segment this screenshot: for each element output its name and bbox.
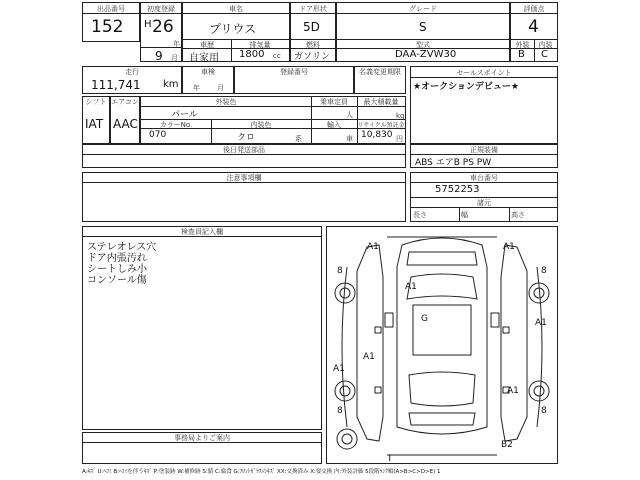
parts-label: 後日発送部品 bbox=[223, 146, 265, 154]
fuel-label: 燃料 bbox=[306, 41, 320, 49]
reg-year: 26 bbox=[152, 17, 174, 37]
inspector-note: ステレオレス穴 bbox=[87, 242, 157, 253]
color-block bbox=[140, 96, 406, 144]
divider bbox=[411, 207, 557, 208]
model-label: 型式 bbox=[416, 41, 430, 49]
door-label: ドア形状 bbox=[299, 5, 327, 13]
grade: S bbox=[419, 20, 427, 34]
divider bbox=[83, 154, 405, 155]
divider bbox=[83, 442, 321, 443]
int-label: 内装 bbox=[538, 41, 553, 49]
color-no-label: カラーNo. bbox=[159, 121, 193, 129]
divider bbox=[183, 13, 289, 14]
tire-tread-rr: 8 bbox=[541, 406, 547, 416]
inspection-label: 車検 bbox=[201, 68, 215, 76]
parts-box bbox=[82, 144, 406, 168]
sales-point-label: セールスポイント bbox=[456, 69, 512, 77]
score-cell bbox=[510, 2, 558, 62]
divider bbox=[141, 47, 181, 48]
cc-label: 排気量 bbox=[249, 41, 271, 49]
registration-cell bbox=[234, 66, 354, 94]
recycle-fee: 10,830 bbox=[361, 130, 393, 140]
mark-b2-rear: B2 bbox=[501, 440, 513, 450]
office-label: 事務局よりご案内 bbox=[174, 434, 230, 442]
inspection-month-suffix: 月 bbox=[217, 84, 224, 92]
name-change-label: 名義変更期限 bbox=[359, 68, 401, 76]
import-unit: 車 bbox=[346, 135, 353, 143]
divider bbox=[411, 77, 557, 78]
load-label: 最大積載量 bbox=[363, 98, 399, 106]
exterior-color: パール bbox=[171, 110, 198, 120]
registration-label: 登録番号 bbox=[280, 68, 308, 76]
equipment-label: 正規装備 bbox=[470, 146, 498, 154]
shift-cell bbox=[82, 96, 110, 144]
mark-a1-left-door: A1 bbox=[363, 352, 375, 362]
sales-point-box bbox=[410, 66, 558, 144]
usage-label: 車歴 bbox=[200, 41, 214, 49]
car-name-label: 車名 bbox=[229, 5, 243, 13]
divider bbox=[337, 13, 509, 14]
divider bbox=[83, 13, 139, 14]
shift: IAT bbox=[85, 117, 104, 131]
score: 4 bbox=[528, 17, 539, 37]
first-reg-label: 初度登録 bbox=[147, 5, 175, 13]
mileage-label: 走行 bbox=[125, 68, 139, 76]
air-conditioner: AAC bbox=[113, 117, 138, 131]
capacity-label: 乗車定員 bbox=[320, 98, 348, 106]
car-name-cell bbox=[182, 2, 290, 62]
interior-color: クロ bbox=[237, 133, 256, 143]
interior-unit: 系 bbox=[295, 135, 302, 143]
dims-label: 諸元 bbox=[477, 199, 491, 207]
chassis-number: 5752253 bbox=[435, 184, 480, 195]
displacement: 1800 bbox=[239, 49, 265, 60]
inspector-note: ドア内張汚れ bbox=[87, 253, 147, 264]
mark-t: T bbox=[387, 454, 393, 463]
import-label: 輸入 bbox=[327, 121, 341, 129]
mark-a1-hood: A1 bbox=[405, 282, 417, 292]
chassis-box bbox=[410, 172, 558, 222]
inspector-note: シートしみ小 bbox=[87, 264, 147, 275]
divider bbox=[141, 13, 181, 14]
year-suffix: 年 bbox=[173, 40, 180, 48]
mileage-unit: km bbox=[163, 79, 179, 90]
car-name: プリウス bbox=[209, 22, 257, 36]
divider bbox=[509, 207, 510, 221]
lot-label: 出品番号 bbox=[97, 5, 125, 13]
interior-label: 内装色 bbox=[250, 121, 272, 129]
inspector-note: コンソール傷 bbox=[87, 275, 147, 286]
mark-a1-left-rear: A1 bbox=[333, 364, 345, 374]
damage-legend: A:ｷｽﾞ U:ﾍｺﾐ B:ﾍｺﾐを伴うｷｽﾞ P:塗装跡 W:補修跡 S:錆 C:腐食 G:ﾌﾛﾝﾄｶﾞﾗｽのｷｽﾞ XX:交換済み X:要交換 内:外装評価 5段階ﾗﾝｸ順(A>B>C>D>E) 1 bbox=[82, 469, 441, 475]
mark-g-windshield: G bbox=[421, 314, 428, 324]
ext-label: 外装 bbox=[515, 41, 530, 49]
ac-label: エアコン bbox=[111, 98, 139, 106]
score-label: 評価点 bbox=[523, 5, 545, 13]
ext-grade: B bbox=[518, 49, 525, 60]
reg-month: 9 bbox=[155, 49, 163, 63]
lot-number: 152 bbox=[91, 17, 124, 37]
mark-a1-right-side: A1 bbox=[535, 318, 547, 328]
office-box bbox=[82, 432, 322, 464]
shift-label: シフト bbox=[85, 98, 107, 106]
tire-tread-rl: 8 bbox=[337, 406, 343, 416]
load-unit: kg bbox=[396, 112, 405, 120]
grade-label: グレード bbox=[409, 5, 437, 13]
divider bbox=[83, 182, 405, 183]
sales-point-text: ★オークションデビュー★ bbox=[413, 82, 519, 92]
inspection-year-suffix: 年 bbox=[193, 84, 200, 92]
mark-a1-right-rear: A1 bbox=[507, 386, 519, 396]
chassis-label: 車台番号 bbox=[470, 174, 498, 182]
int-grade: C bbox=[541, 49, 548, 60]
notes-box bbox=[82, 172, 406, 222]
model-code: DAA-ZVW30 bbox=[395, 49, 457, 60]
door-type: 5D bbox=[303, 20, 320, 34]
car-diagram bbox=[326, 226, 558, 464]
recycle-unit: 円 bbox=[396, 135, 403, 143]
notes-label: 注意事項欄 bbox=[226, 174, 262, 182]
cc-unit: cc bbox=[273, 52, 281, 60]
fuel: ガソリン bbox=[294, 52, 331, 62]
name-change-cell bbox=[354, 66, 406, 94]
divider bbox=[291, 13, 335, 14]
inspector-label: 検査員記入欄 bbox=[181, 228, 223, 236]
car-outline-diagram bbox=[327, 227, 557, 463]
inspector-box bbox=[82, 226, 322, 430]
capacity-unit: 人 bbox=[346, 111, 353, 119]
mark-a1-front-right: A1 bbox=[503, 242, 515, 252]
equipment-box bbox=[410, 144, 558, 168]
month-suffix: 月 bbox=[171, 54, 178, 62]
divider bbox=[141, 128, 405, 129]
tire-tread-fr: 8 bbox=[541, 266, 547, 276]
divider bbox=[459, 207, 460, 221]
grade-cell bbox=[336, 2, 510, 62]
mileage-cell bbox=[82, 66, 182, 94]
divider bbox=[83, 236, 321, 237]
inspection-cell bbox=[182, 66, 234, 94]
color-label: 外装色 bbox=[215, 98, 237, 106]
first-reg-cell bbox=[140, 2, 182, 62]
mileage: 111,741 bbox=[91, 78, 141, 92]
color-number: 070 bbox=[149, 130, 167, 140]
divider bbox=[511, 13, 557, 14]
dims-height-label: 高さ bbox=[511, 211, 525, 219]
tire-tread-fl: 8 bbox=[337, 266, 343, 276]
lot-cell bbox=[82, 2, 140, 42]
recycle-label: リサイクル預託金 bbox=[357, 122, 405, 129]
ac-cell bbox=[110, 96, 140, 144]
door-cell bbox=[290, 2, 336, 62]
equipment-list: ABS エアB PS PW bbox=[415, 158, 492, 168]
dims-length-label: 長さ bbox=[413, 211, 427, 219]
usage: 自家用 bbox=[189, 53, 219, 64]
mark-a1-front-left: A1 bbox=[367, 242, 379, 252]
divider bbox=[411, 182, 557, 183]
era: H bbox=[144, 19, 152, 30]
dims-width-label: 幅 bbox=[461, 211, 468, 219]
